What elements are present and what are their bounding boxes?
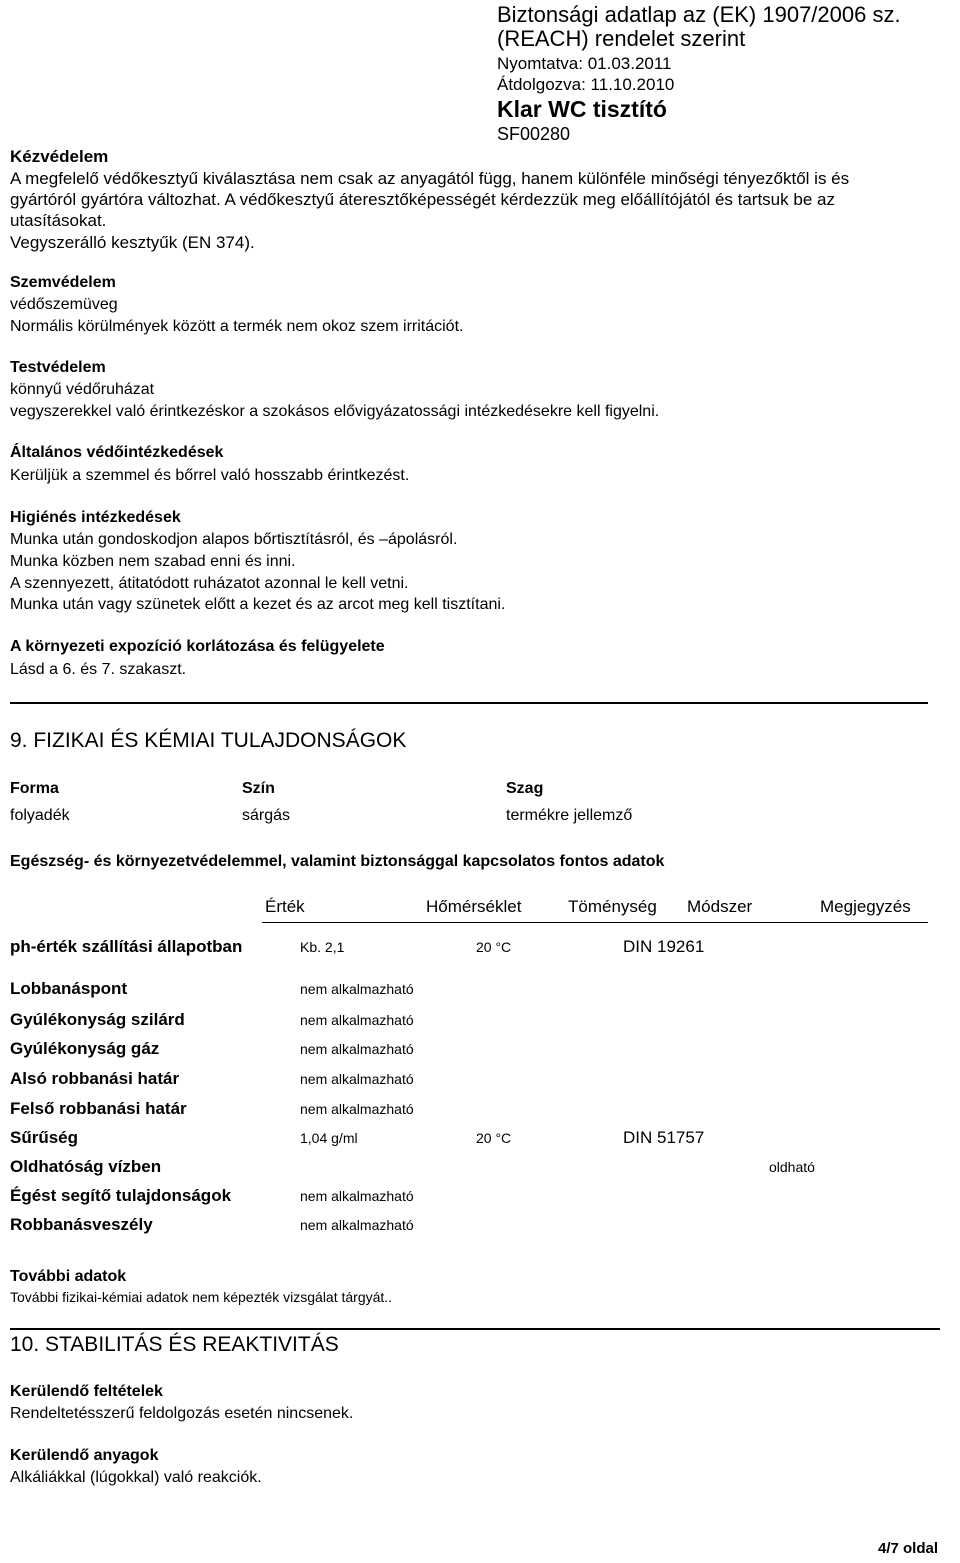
table-header-rule (262, 922, 928, 923)
property-name: Gyúlékonyság szilárd (10, 1010, 185, 1029)
color-value: sárgás (242, 807, 291, 824)
header-product-name: Klar WC tisztító (497, 96, 667, 122)
property-name: Felső robbanási határ (10, 1099, 187, 1118)
odor-label: Szag (506, 780, 544, 797)
property-method: DIN 19261 (623, 937, 705, 956)
property-method: DIN 51757 (623, 1128, 705, 1147)
property-value: Kb. 2,1 (300, 939, 345, 955)
section-10-title: 10. STABILITÁS ÉS REAKTIVITÁS (10, 1333, 339, 1356)
form-label: Forma (10, 780, 59, 797)
hand-protection-text-2: gyártóról gyártóra változhat. A védőkesztyű áteresztőképességét kérdezzük meg előállítójától és tartsuk be az (10, 190, 835, 209)
eye-protection-title: Szemvédelem (10, 274, 116, 291)
property-name: Sűrűség (10, 1128, 79, 1147)
property-temperature: 20 °C (476, 939, 512, 955)
avoid-materials-title: Kerülendő anyagok (10, 1447, 159, 1464)
avoid-materials-text: Alkáliákkal (lúgokkal) való reakciók. (10, 1469, 262, 1486)
header-revised-date: Átdolgozva: 11.10.2010 (497, 75, 675, 94)
section-10-rule (10, 1328, 940, 1330)
property-value: nem alkalmazható (300, 1188, 414, 1204)
more-data-title: További adatok (10, 1268, 127, 1285)
more-data-text: További fizikai-kémiai adatok nem képezték vizsgálat tárgyát.. (10, 1289, 393, 1305)
env-exposure-title: A környezeti expozíció korlátozása és felügyelete (10, 638, 385, 655)
property-name: Robbanásveszély (10, 1215, 153, 1234)
header-printed-date: Nyomtatva: 01.03.2011 (497, 54, 672, 73)
section-9-title: 9. FIZIKAI ÉS KÉMIAI TULAJDONSÁGOK (10, 729, 407, 752)
property-value: nem alkalmazható (300, 1101, 414, 1117)
property-value: 1,04 g/ml (300, 1130, 358, 1146)
general-measures-text: Kerüljük a szemmel és bőrrel való hosszabb érintkezést. (10, 467, 410, 484)
eye-protection-text-2: Normális körülmények között a termék nem okoz szem irritációt. (10, 318, 464, 335)
property-temperature: 20 °C (476, 1130, 512, 1146)
env-exposure-text: Lásd a 6. és 7. szakaszt. (10, 661, 187, 678)
eye-protection-text-1: védőszemüveg (10, 296, 118, 313)
body-protection-text-2: vegyszerekkel való érintkezéskor a szokásos elővigyázatossági intézkedésekre kell figyelni. (10, 403, 660, 420)
avoid-conditions-title: Kerülendő feltételek (10, 1383, 163, 1400)
hygiene-measures-text-2: Munka közben nem szabad enni és inni. (10, 553, 296, 570)
hygiene-measures-text-4: Munka után vagy szünetek előtt a kezet és az arcot meg kell tisztítani. (10, 596, 506, 613)
property-name: Lobbanáspont (10, 979, 128, 998)
general-measures-title: Általános védőintézkedések (10, 444, 224, 461)
page-number: 4/7 oldal (878, 1540, 939, 1557)
hand-protection-text-3: utasításokat. (10, 211, 107, 230)
body-protection-text-1: könnyű védőruházat (10, 381, 155, 398)
body-protection-title: Testvédelem (10, 359, 106, 376)
property-name: Égést segítő tulajdonságok (10, 1186, 232, 1205)
column-temperature: Hőmérséklet (426, 897, 522, 916)
column-method: Módszer (687, 897, 753, 916)
property-name: Oldhatóság vízben (10, 1157, 162, 1176)
property-value: nem alkalmazható (300, 981, 414, 997)
column-value: Érték (265, 897, 305, 916)
hand-protection-text-1: A megfelelő védőkesztyű kiválasztása nem csak az anyagától függ, hanem különféle minőségi tényezőktől is és (10, 169, 850, 188)
property-name: Alsó robbanási határ (10, 1069, 180, 1088)
form-value: folyadék (10, 807, 70, 824)
color-label: Szín (242, 780, 275, 797)
property-note: oldható (769, 1159, 815, 1175)
property-name: Gyúlékonyság gáz (10, 1039, 160, 1058)
column-note: Megjegyzés (820, 897, 911, 916)
avoid-conditions-text: Rendeltetésszerű feldolgozás esetén nincsenek. (10, 1405, 354, 1422)
hygiene-measures-title: Higiénés intézkedések (10, 509, 181, 526)
property-value: nem alkalmazható (300, 1071, 414, 1087)
hygiene-measures-text-1: Munka után gondoskodjon alapos bőrtisztításról, és –ápolásról. (10, 531, 458, 548)
hygiene-measures-text-3: A szennyezett, átitatódott ruházatot azonnal le kell vetni. (10, 575, 409, 592)
property-value: nem alkalmazható (300, 1217, 414, 1233)
odor-value: termékre jellemző (506, 807, 633, 824)
health-data-title: Egészség- és környezetvédelemmel, valamint biztonsággal kapcsolatos fontos adatok (10, 853, 665, 870)
property-value: nem alkalmazható (300, 1041, 414, 1057)
hand-protection-text-4: Vegyszerálló kesztyűk (EN 374). (10, 233, 255, 252)
property-value: nem alkalmazható (300, 1012, 414, 1028)
property-name: ph-érték szállítási állapotban (10, 937, 243, 956)
hand-protection-title: Kézvédelem (10, 147, 109, 166)
header-regulation-line1: Biztonsági adatlap az (EK) 1907/2006 sz. (497, 2, 901, 27)
column-concentration: Töménység (568, 897, 657, 916)
header-product-code: SF00280 (497, 124, 571, 144)
header-regulation-line2: (REACH) rendelet szerint (497, 26, 746, 51)
section-divider (10, 702, 928, 704)
